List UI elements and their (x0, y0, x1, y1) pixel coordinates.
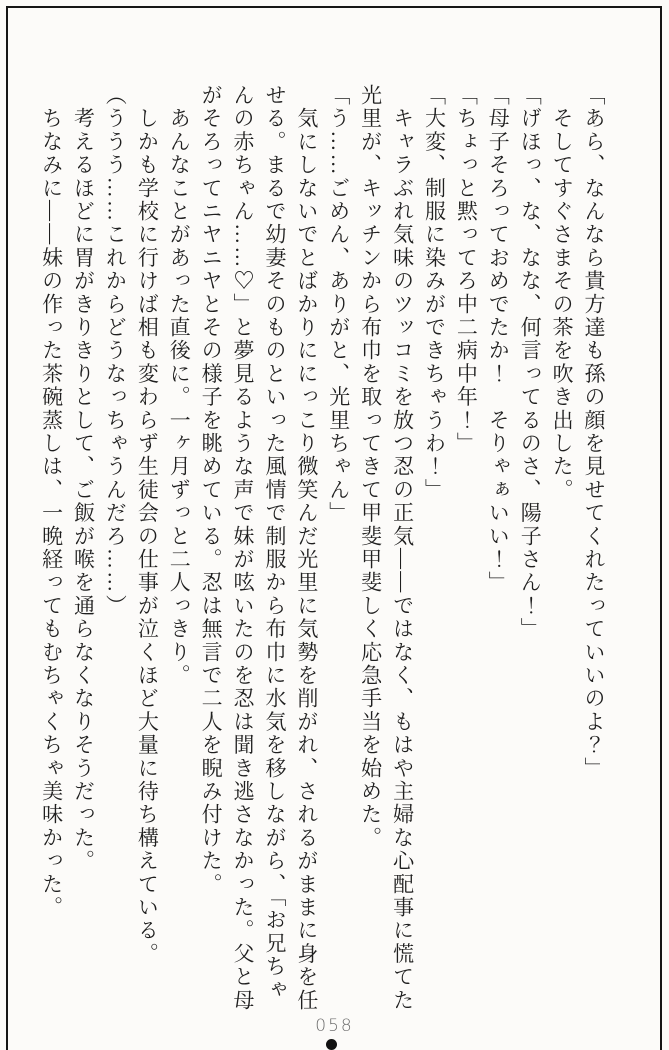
text-column: ちなみに――妹の作った茶碗蒸しは、一晩経ってもむちゃくちゃ美味かった。 (39, 84, 64, 920)
text-column: 「母子そろっておめでたか！ そりゃぁいい！」 (486, 84, 511, 595)
page-marker-dot-icon (326, 1039, 337, 1050)
text-column: 考えるほどに胃がきりきりとして、ご飯が喉を通らなくなりそうだった。 (71, 84, 96, 873)
text-column: がそろってニヤニヤとその様子を眺めている。忍は無言で二人を睨み付けた。 (199, 84, 224, 896)
text-column: 「げほっ、な、なな、何言ってるのさ、陽子さん！」 (518, 84, 543, 641)
text-column: せる。まるで幼妻そのものといった風情で制服から布巾に水気を移しながら、「お兄ちゃ (262, 84, 287, 1002)
text-column: 光里が、キッチンから布巾を取ってきて甲斐甲斐しく応急手当を始めた。 (358, 84, 383, 850)
text-column: あんなことがあった直後に。一ヶ月ずっと二人っきり。 (167, 84, 192, 688)
text-column: そしてすぐさまその茶を吹き出した。 (550, 84, 575, 502)
text-area (34, 84, 609, 1020)
text-column: 「う……ごめん、ありがと、光里ちゃん」 (326, 84, 351, 525)
text-column: んの赤ちゃん……♡」と夢見るような声で妹が呟いたのを忍は聞き逃さなかった。父と母 (231, 84, 256, 1013)
text-column: （ううう……これからどうなっちゃうんだろ……） (103, 84, 128, 618)
text-column: 気にしないでとばかりににっこり微笑んだ光里に気勢を削がれ、されるがままに身を任 (294, 84, 319, 1012)
text-column: キャラぶれ気味のツッコミを放つ忍の正気――ではなく、もはや主婦な心配事に慌てた (390, 84, 415, 1012)
page-number: 058 (315, 1016, 354, 1036)
text-column: しかも学校に行けば相も変わらず生徒会の仕事が泣くほど大量に待ち構えている。 (135, 84, 160, 966)
text-column: 「大変、制服に染みができちゃうわ！」 (422, 84, 447, 502)
text-column: 「ちょっと黙ってろ中二病中年！」 (454, 84, 479, 456)
text-column: 「あら、なんなら貴方達も孫の顔を見せてくれたっていいのよ？」 (582, 84, 606, 780)
